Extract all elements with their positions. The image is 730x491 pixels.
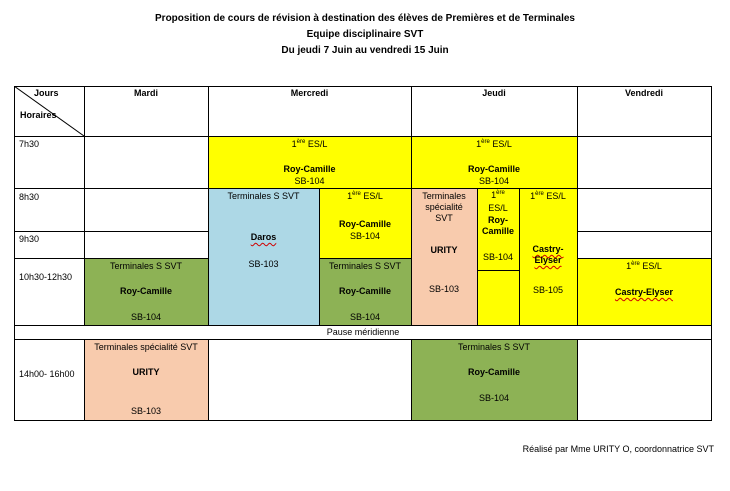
day-header-mercredi: Mercredi xyxy=(290,88,329,98)
course-block-jeu-1ere-rc: 1ère ES/L Roy- Camille SB-104 xyxy=(477,188,519,325)
doc-subtitle: Equipe disciplinaire SVT xyxy=(306,29,424,40)
doc-dates: Du jeudi 7 Juin au vendredi 15 Juin xyxy=(281,45,449,56)
course-block-mar-term-rc: Terminales S SVT Roy-Camille SB-104 xyxy=(84,258,208,325)
course-block-mer-term-rc: Terminales S SVT Roy-Camille SB-104 xyxy=(319,258,411,325)
time-label-8h30: 8h30 xyxy=(19,192,40,202)
time-label-10h30: 10h30-12h30 xyxy=(19,272,73,282)
footer-credit: Réalisé par Mme URITY O, coordonnatrice SVT xyxy=(522,444,714,454)
time-label-7h30: 7h30 xyxy=(19,139,40,149)
corner-days-label: Jours xyxy=(34,88,59,98)
course-block-mer-term-daros: Terminales S SVT Daros SB-103 xyxy=(208,188,319,325)
time-label-14h00: 14h00- 16h00 xyxy=(19,369,75,379)
day-header-mardi: Mardi xyxy=(133,88,158,98)
course-block-jeu-1ere-a: 1ère ES/L Roy-Camille SB-104 xyxy=(411,136,577,188)
course-block-mer-1ere-b: 1ère ES/L Roy-Camille SB-104 xyxy=(319,188,411,258)
doc-title: Proposition de cours de révision à destination des élèves de Premières et de Terminales xyxy=(155,13,575,24)
day-header-vendredi: Vendredi xyxy=(624,88,663,98)
pause-meridienne-label: Pause méridienne xyxy=(326,327,400,337)
time-label-9h30: 9h30 xyxy=(19,234,40,244)
day-header-jeudi: Jeudi xyxy=(482,88,506,98)
course-block-ven-1ere: 1ère ES/L Castry-Elyser xyxy=(577,258,711,325)
course-block-mar-spe-urity: Terminales spécialité SVT URITY SB-103 xyxy=(84,339,208,420)
course-block-mer-1ere-a: 1ère ES/L Roy-Camille SB-104 xyxy=(208,136,411,188)
corner-hours-label: Horaires xyxy=(20,110,57,120)
course-block-jeu-spe-urity: Terminales spécialité SVT URITY SB-103 xyxy=(411,188,477,325)
course-block-jeu-term-pm: Terminales S SVT Roy-Camille SB-104 xyxy=(411,339,577,420)
course-block-jeu-1ere-ce: 1ère ES/L Castry- Elyser SB-105 xyxy=(519,188,577,325)
